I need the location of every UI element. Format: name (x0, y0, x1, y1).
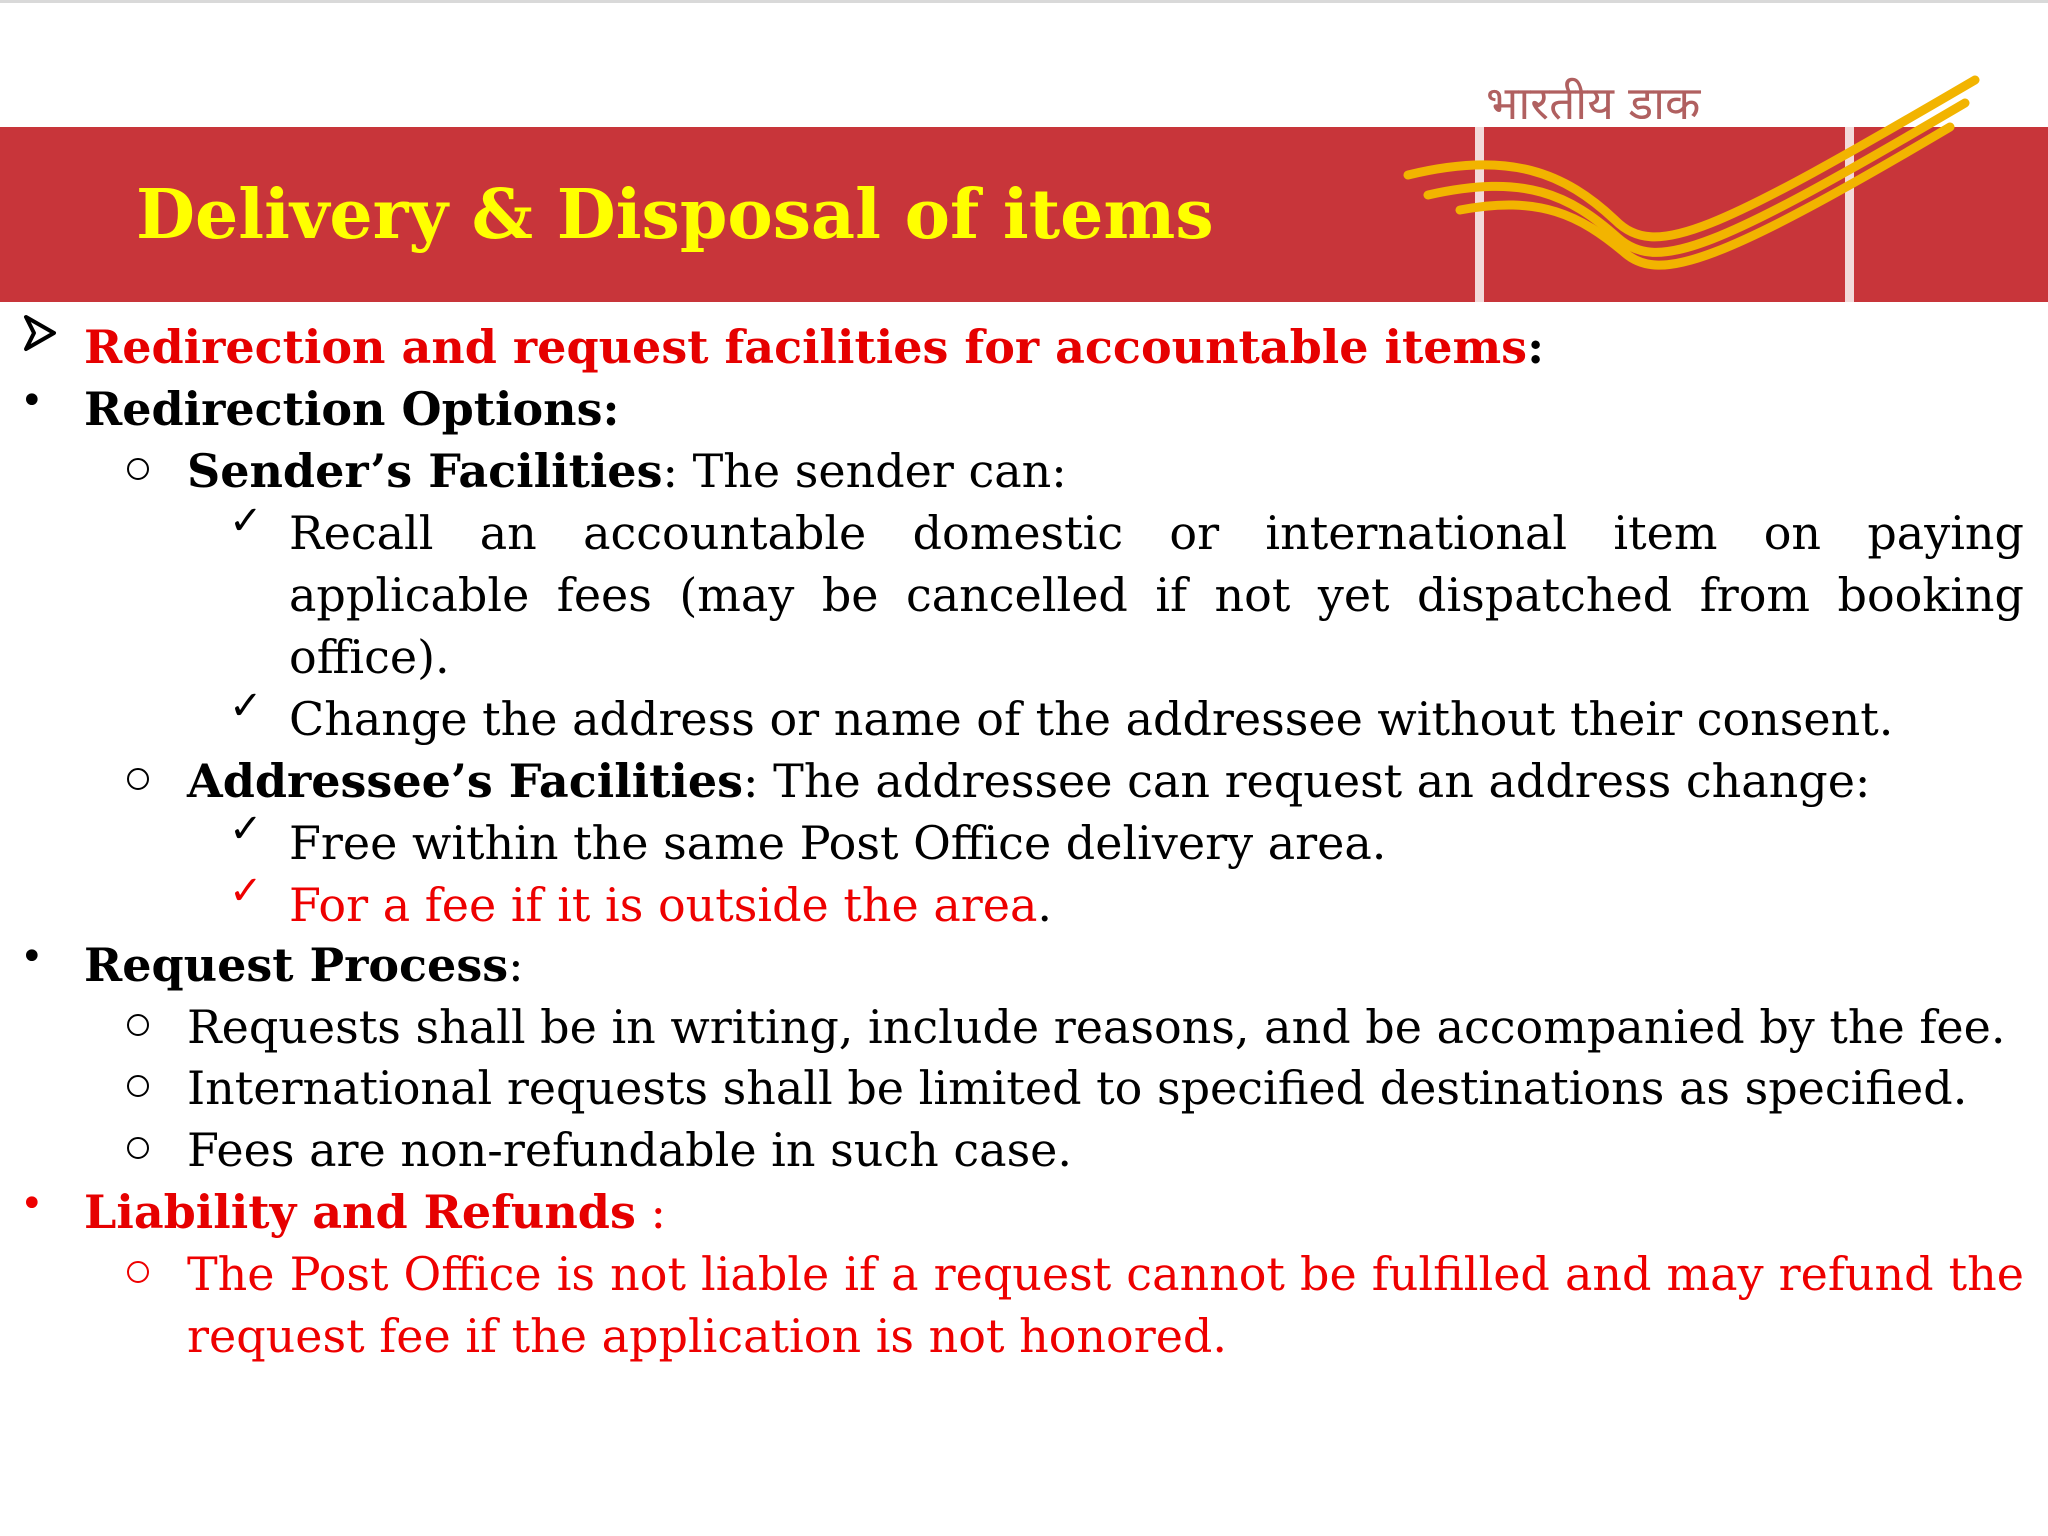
liability-refunds-colon: : (635, 1185, 666, 1239)
india-post-logo (1390, 55, 1990, 305)
logo-hindi-text: भारतीय डाक (1486, 76, 1701, 130)
request-item: Fees are non-refundable in such case. (187, 1123, 1073, 1177)
addressee-facilities-label: Addressee’s Facilities (187, 754, 744, 808)
sender-facilities (187, 440, 1067, 502)
circle-bullet-icon (127, 768, 149, 790)
circle-bullet-icon (127, 1014, 149, 1036)
request-process (84, 934, 524, 996)
checkmark-icon: ✓ (229, 498, 263, 544)
liability-line2: request fee if the application is not honored. (187, 1309, 1227, 1363)
slide-title: Delivery & Disposal of items (136, 175, 1214, 255)
circle-bullet-icon (127, 458, 149, 480)
liability-refunds (84, 1181, 666, 1243)
red-circle-bullet-icon (127, 1261, 149, 1283)
request-item: International requests shall be limited to specified destinations as specified. (187, 1061, 1968, 1115)
arrow-bullet-icon (22, 313, 58, 357)
section-heading-text: Redirection and request facilities for accountable items (84, 320, 1528, 374)
free-change-item: Free within the same Post Office delivery area. (289, 816, 1387, 870)
red-checkmark-icon: ✓ (229, 868, 263, 914)
top-border (0, 0, 2048, 3)
recall-item-line2: applicable fees (may be cancelled if not yet dispatched from booking (289, 568, 2024, 622)
checkmark-icon: ✓ (229, 683, 263, 729)
fee-change-period: . (1037, 878, 1053, 932)
circle-bullet-icon (127, 1075, 149, 1097)
fee-change-item (289, 874, 1052, 936)
liability-line1: The Post Office is not liable if a request cannot be fulfilled and may refund the (187, 1247, 2024, 1301)
red-bullet-icon: • (20, 1181, 44, 1227)
addressee-facilities (187, 750, 1870, 812)
recall-item-line3: office). (289, 630, 450, 684)
recall-item-line1: Recall an accountable domestic or international item on paying (289, 506, 2024, 560)
sender-facilities-label: Sender’s Facilities (187, 444, 663, 498)
request-process-label: Request Process (84, 938, 509, 992)
liability-refunds-label: Liability and Refunds (84, 1185, 636, 1239)
request-item: Requests shall be in writing, include reasons, and be accompanied by the fee. (187, 1000, 2006, 1054)
checkmark-icon: ✓ (229, 806, 263, 852)
change-address-item: Change the address or name of the addressee without their consent. (289, 692, 1894, 746)
bullet-icon: • (20, 378, 44, 424)
addressee-facilities-text: : The addressee can request an address change: (743, 754, 1871, 808)
fee-change-text: For a fee if it is outside the area (289, 878, 1038, 932)
section-heading-colon: : (1527, 320, 1545, 374)
sender-facilities-text: : The sender can: (662, 444, 1067, 498)
bullet-icon: • (20, 934, 44, 980)
redirection-options-label: Redirection Options: (84, 382, 620, 436)
section-heading (84, 316, 1544, 378)
request-process-colon: : (508, 938, 524, 992)
circle-bullet-icon (127, 1137, 149, 1159)
